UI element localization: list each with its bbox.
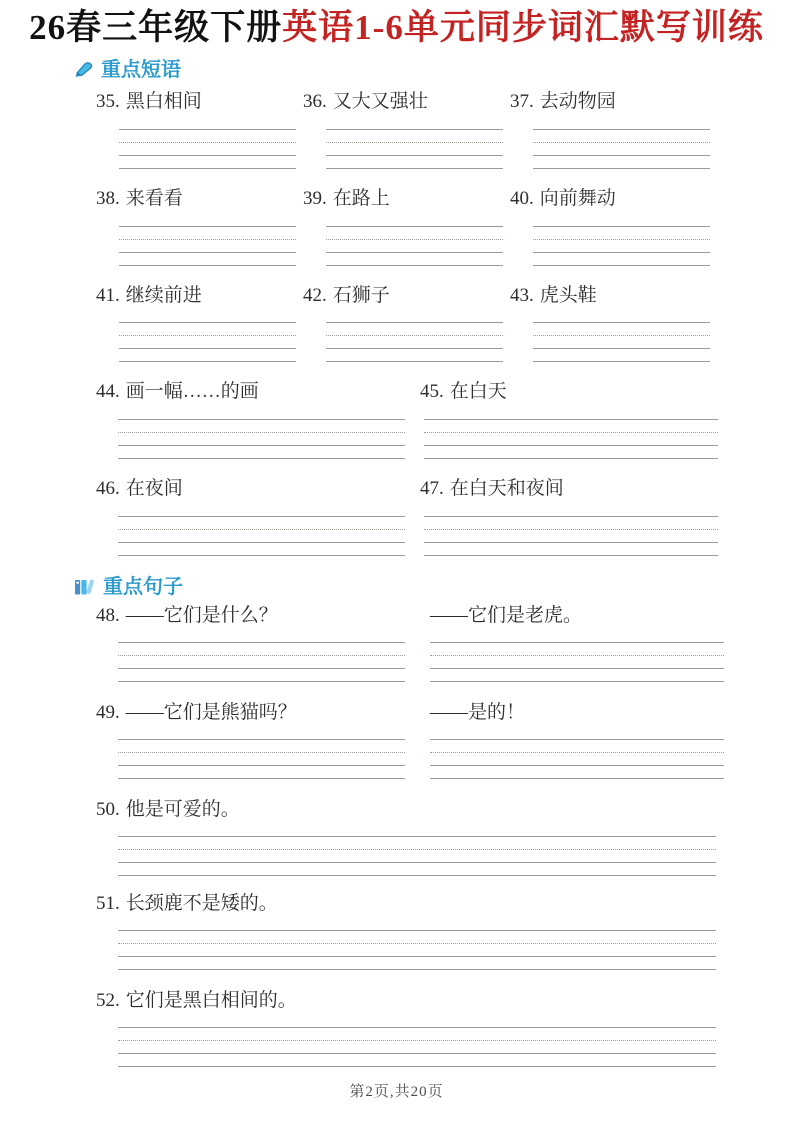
item-text: 在白天 xyxy=(449,381,507,403)
phrase-item-38 xyxy=(96,189,303,266)
writing-line xyxy=(119,155,296,156)
item-text: 画一幅……的画 xyxy=(125,381,259,403)
item-text: 继续前进 xyxy=(125,284,202,306)
item-text: 在夜间 xyxy=(125,478,183,500)
item-number: 52. xyxy=(96,989,120,1011)
item-number: 41. xyxy=(96,284,120,306)
page-title xyxy=(0,0,793,50)
sentence-question: ——它们是熊猫吗？ xyxy=(125,702,297,724)
writing-line xyxy=(118,642,405,643)
writing-line-dotted xyxy=(326,239,503,240)
writing-line xyxy=(326,155,503,156)
item-number: 45. xyxy=(420,381,444,403)
item-text: 虎头鞋 xyxy=(539,284,597,306)
item-number: 39. xyxy=(303,187,327,209)
item-number: 35. xyxy=(96,90,120,112)
item-text: 向前舞动 xyxy=(539,187,616,209)
writing-line xyxy=(430,681,724,682)
writing-line-dotted xyxy=(119,239,296,240)
phrase-item-43 xyxy=(510,286,710,363)
title-volume: 26春三年级下册 xyxy=(29,8,283,47)
writing-lines xyxy=(533,226,710,266)
writing-line xyxy=(119,265,296,266)
item-number: 44. xyxy=(96,381,120,403)
writing-line xyxy=(424,555,718,556)
item-number: 38. xyxy=(96,187,120,209)
item-number: 36. xyxy=(303,90,327,112)
writing-line xyxy=(430,739,724,740)
sentence-question: ——它们是什么？ xyxy=(125,605,278,627)
writing-lines xyxy=(424,516,718,556)
writing-line xyxy=(118,555,405,556)
item-number: 48. xyxy=(96,605,120,627)
sentence-text: 它们是黑白相间的。 xyxy=(125,989,297,1011)
writing-line xyxy=(326,361,503,362)
writing-line xyxy=(533,226,710,227)
writing-line xyxy=(118,765,405,766)
writing-lines xyxy=(119,322,296,362)
phrase-row xyxy=(96,286,793,363)
writing-line-dotted xyxy=(424,529,718,530)
writing-line xyxy=(326,265,503,266)
writing-line xyxy=(118,956,716,957)
item-number: 40. xyxy=(510,187,534,209)
sentence-answer: ——它们是老虎。 xyxy=(430,605,583,627)
writing-line xyxy=(118,668,405,669)
phrase-item-36 xyxy=(303,92,510,169)
writing-line xyxy=(118,445,405,446)
writing-line xyxy=(430,765,724,766)
writing-line-dotted xyxy=(424,432,718,433)
sentence-item-51 xyxy=(96,894,793,970)
writing-line-dotted xyxy=(118,529,405,530)
writing-line-dotted xyxy=(533,239,710,240)
item-text: 石狮子 xyxy=(332,284,390,306)
writing-line-dotted xyxy=(119,335,296,336)
writing-line xyxy=(326,252,503,253)
item-number: 42. xyxy=(303,284,327,306)
section-header-phrases xyxy=(74,59,793,81)
section-heading-label: 重点短语 xyxy=(101,58,181,81)
phrase-item-35 xyxy=(96,92,303,169)
pen-icon xyxy=(74,61,94,78)
writing-line xyxy=(119,252,296,253)
writing-line xyxy=(118,969,716,970)
writing-line-dotted xyxy=(430,752,724,753)
writing-lines xyxy=(118,836,716,876)
item-text: 黑白相间 xyxy=(125,90,202,112)
writing-line-dotted xyxy=(118,752,405,753)
writing-line xyxy=(533,361,710,362)
item-number: 51. xyxy=(96,892,120,914)
writing-line-dotted xyxy=(326,335,503,336)
writing-line xyxy=(533,348,710,349)
writing-line xyxy=(119,168,296,169)
item-number: 47. xyxy=(420,478,444,500)
writing-lines xyxy=(119,129,296,169)
item-text: 在路上 xyxy=(332,187,390,209)
writing-lines xyxy=(118,739,405,779)
phrase-item-45 xyxy=(420,382,718,459)
writing-line xyxy=(533,129,710,130)
writing-line xyxy=(119,361,296,362)
writing-line xyxy=(424,542,718,543)
sentence-item-52 xyxy=(96,991,793,1067)
writing-line xyxy=(119,129,296,130)
phrase-row xyxy=(96,189,793,266)
writing-line xyxy=(118,516,405,517)
sentence-text: 长颈鹿不是矮的。 xyxy=(125,892,278,914)
item-text: 又大又强壮 xyxy=(332,90,428,112)
sentence-item-49 xyxy=(96,703,793,779)
writing-line xyxy=(533,265,710,266)
books-icon xyxy=(74,578,96,596)
item-number: 37. xyxy=(510,90,534,112)
page-number-indicator: 第2页,共20页 xyxy=(349,1084,444,1100)
item-number: 50. xyxy=(96,798,120,820)
phrase-item-40 xyxy=(510,189,710,266)
writing-line xyxy=(424,445,718,446)
writing-line-dotted xyxy=(118,655,405,656)
phrase-item-42 xyxy=(303,286,510,363)
item-text: 来看看 xyxy=(125,187,183,209)
writing-line xyxy=(118,875,716,876)
writing-line-dotted xyxy=(118,1040,716,1041)
writing-line xyxy=(118,862,716,863)
writing-line xyxy=(533,168,710,169)
phrase-row xyxy=(96,382,793,459)
writing-lines xyxy=(118,516,405,556)
writing-line xyxy=(533,252,710,253)
writing-line xyxy=(424,516,718,517)
phrase-row xyxy=(96,479,793,556)
writing-lines xyxy=(424,419,718,459)
sentence-text: 他是可爱的。 xyxy=(125,798,240,820)
writing-lines xyxy=(118,930,716,970)
phrase-row xyxy=(96,92,793,169)
writing-line xyxy=(119,322,296,323)
writing-line xyxy=(326,322,503,323)
writing-line xyxy=(326,168,503,169)
writing-line-dotted xyxy=(326,142,503,143)
writing-line xyxy=(533,155,710,156)
phrase-item-47 xyxy=(420,479,718,556)
writing-lines xyxy=(533,129,710,169)
writing-lines xyxy=(118,1027,716,1067)
writing-line-dotted xyxy=(119,142,296,143)
writing-lines xyxy=(326,226,503,266)
writing-line xyxy=(118,681,405,682)
writing-line xyxy=(424,458,718,459)
writing-lines xyxy=(119,226,296,266)
writing-lines xyxy=(430,739,724,779)
phrase-item-41 xyxy=(96,286,303,363)
sentence-answer: ——是的！ xyxy=(430,702,526,724)
phrase-item-39 xyxy=(303,189,510,266)
writing-line-dotted xyxy=(430,655,724,656)
writing-line xyxy=(119,348,296,349)
writing-lines xyxy=(533,322,710,362)
writing-line xyxy=(118,930,716,931)
writing-line xyxy=(430,642,724,643)
writing-line xyxy=(533,322,710,323)
writing-lines xyxy=(118,419,405,459)
writing-line xyxy=(118,739,405,740)
writing-line xyxy=(118,778,405,779)
writing-line xyxy=(118,836,716,837)
writing-line-dotted xyxy=(118,943,716,944)
writing-lines xyxy=(430,642,724,682)
writing-lines xyxy=(118,642,405,682)
phrase-item-44 xyxy=(96,382,420,459)
writing-line xyxy=(118,458,405,459)
item-text: 去动物园 xyxy=(539,90,616,112)
writing-lines xyxy=(326,129,503,169)
item-number: 49. xyxy=(96,702,120,724)
writing-line xyxy=(118,1027,716,1028)
writing-line xyxy=(326,129,503,130)
phrase-item-46 xyxy=(96,479,420,556)
writing-line-dotted xyxy=(533,142,710,143)
writing-lines xyxy=(326,322,503,362)
writing-line xyxy=(119,226,296,227)
writing-line xyxy=(118,1053,716,1054)
writing-line xyxy=(430,668,724,669)
writing-line xyxy=(424,419,718,420)
writing-line xyxy=(118,419,405,420)
writing-line-dotted xyxy=(118,849,716,850)
writing-line xyxy=(118,1066,716,1067)
title-subject: 英语1-6单元同步词汇默写训练 xyxy=(282,8,764,47)
sentence-item-50 xyxy=(96,800,793,876)
section-heading-label: 重点句子 xyxy=(103,576,183,599)
writing-line xyxy=(326,226,503,227)
item-text: 在白天和夜间 xyxy=(449,478,564,500)
phrase-item-37 xyxy=(510,92,710,169)
sentence-item-48 xyxy=(96,606,793,682)
item-number: 46. xyxy=(96,478,120,500)
item-number: 43. xyxy=(510,284,534,306)
writing-line-dotted xyxy=(118,432,405,433)
writing-line xyxy=(430,778,724,779)
section-header-sentences xyxy=(74,576,793,598)
writing-line xyxy=(118,542,405,543)
writing-line-dotted xyxy=(533,335,710,336)
writing-line xyxy=(326,348,503,349)
